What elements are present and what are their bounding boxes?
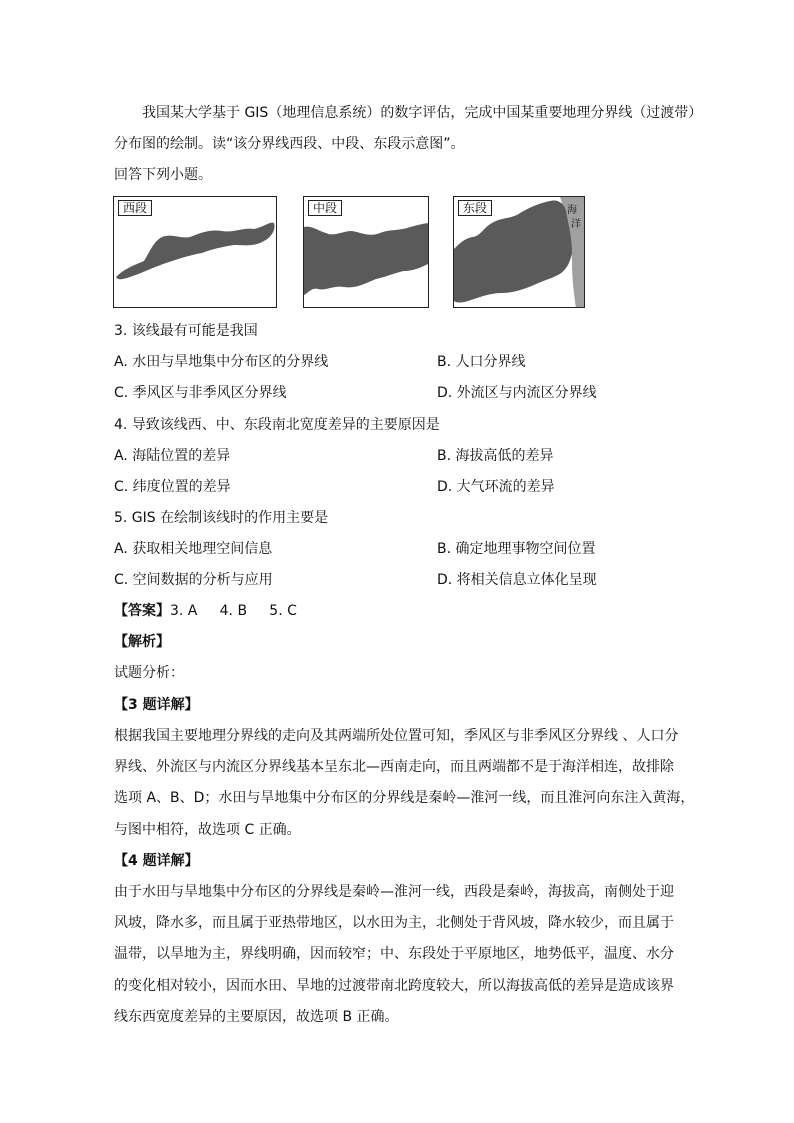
q3-detail-line: 与图中相符，故选项 C 正确。: [114, 822, 301, 838]
analysis-intro: 试题分析：: [114, 665, 184, 681]
intro-line-2: 分布图的绘制。读“该分界线西段、中段、东段示意图”。: [114, 136, 465, 152]
answer-line: [114, 601, 297, 621]
question-4-option-c: C. 纬度位置的差异: [114, 479, 231, 495]
question-5-option-d: D. 将相关信息立体化呈现: [437, 572, 597, 588]
figure-west-segment: [113, 196, 277, 308]
question-5-option-c: C. 空间数据的分析与应用: [114, 572, 273, 588]
q4-detail-line: 风坡，降水多，而且属于亚热带地区，以水田为主，北侧处于背风坡，降水较少，而且属于: [114, 915, 674, 931]
sea-label-1: 海: [567, 205, 577, 216]
west-transition-band: [116, 223, 275, 280]
figure-east-segment: [453, 196, 585, 308]
question-5-option-b: B. 确定地理事物空间位置: [437, 541, 596, 557]
q3-detail-title: 【3 题详解】: [114, 697, 199, 713]
q4-detail-line: 的变化相对较小，因而水田、旱地的过渡带南北跨度较大，所以海拔高低的差异是造成该界: [114, 978, 674, 994]
question-3-option-b: B. 人口分界线: [437, 354, 526, 370]
answer-values: 3. A 4. B 5. C: [170, 603, 297, 619]
question-3-option-c: C. 季风区与非季风区分界线: [114, 385, 287, 401]
question-3-option-d: D. 外流区与内流区分界线: [437, 385, 597, 401]
q4-detail-line: 线东西宽度差异的主要原因，故选项 B 正确。: [114, 1009, 399, 1025]
question-4-option-b: B. 海拔高低的差异: [437, 448, 554, 464]
middle-segment-tag: 中段: [308, 200, 342, 216]
question-5-stem: 5. GIS 在绘制该线时的作用主要是: [114, 510, 329, 526]
q4-detail-line: 由于水田与旱地集中分布区的分界线是秦岭—淮河一线，西段是秦岭，海拔高，南侧处于迎: [114, 884, 674, 900]
question-4-option-a: A. 海陆位置的差异: [114, 448, 231, 464]
question-3-option-a: A. 水田与旱地集中分布区的分界线: [114, 354, 329, 370]
east-segment-tag: 东段: [458, 200, 492, 216]
intro-line-1: 我国某大学基于 GIS（地理信息系统）的数字评估，完成中国某重要地理分界线（过渡带）: [142, 105, 703, 121]
question-4-option-d: D. 大气环流的差异: [437, 479, 555, 495]
q4-detail-title: 【4 题详解】: [114, 853, 199, 869]
west-segment-tag: 西段: [118, 200, 152, 216]
answer-label: 【答案】: [114, 603, 170, 619]
intro-line-3: 回答下列小题。: [114, 167, 212, 183]
figure-middle-segment: [303, 196, 429, 308]
question-5-option-a: A. 获取相关地理空间信息: [114, 541, 273, 557]
question-4-stem: 4. 导致该线西、中、东段南北宽度差异的主要原因是: [114, 417, 440, 433]
q3-detail-line: 根据我国主要地理分界线的走向及其两端所处位置可知，季风区与非季风区分界线 、人口分: [114, 728, 679, 744]
middle-transition-band: [304, 223, 429, 295]
q3-detail-line: 选项 A、B、D；水田与旱地集中分布区的分界线是秦岭—淮河一线，而且淮河向东注入黄海，: [114, 790, 695, 806]
question-3-stem: 3. 该线最有可能是我国: [114, 323, 258, 339]
q4-detail-line: 温带，以旱地为主，界线明确，因而较窄；中、东段处于平原地区，地势低平，温度、水分: [114, 946, 674, 962]
q3-detail-line: 界线、外流区与内流区分界线基本呈东北—西南走向，而且两端都不是于海洋相连，故排除: [114, 759, 674, 775]
sea-label-2: 洋: [571, 219, 581, 230]
analysis-title: 【解析】: [114, 634, 170, 650]
